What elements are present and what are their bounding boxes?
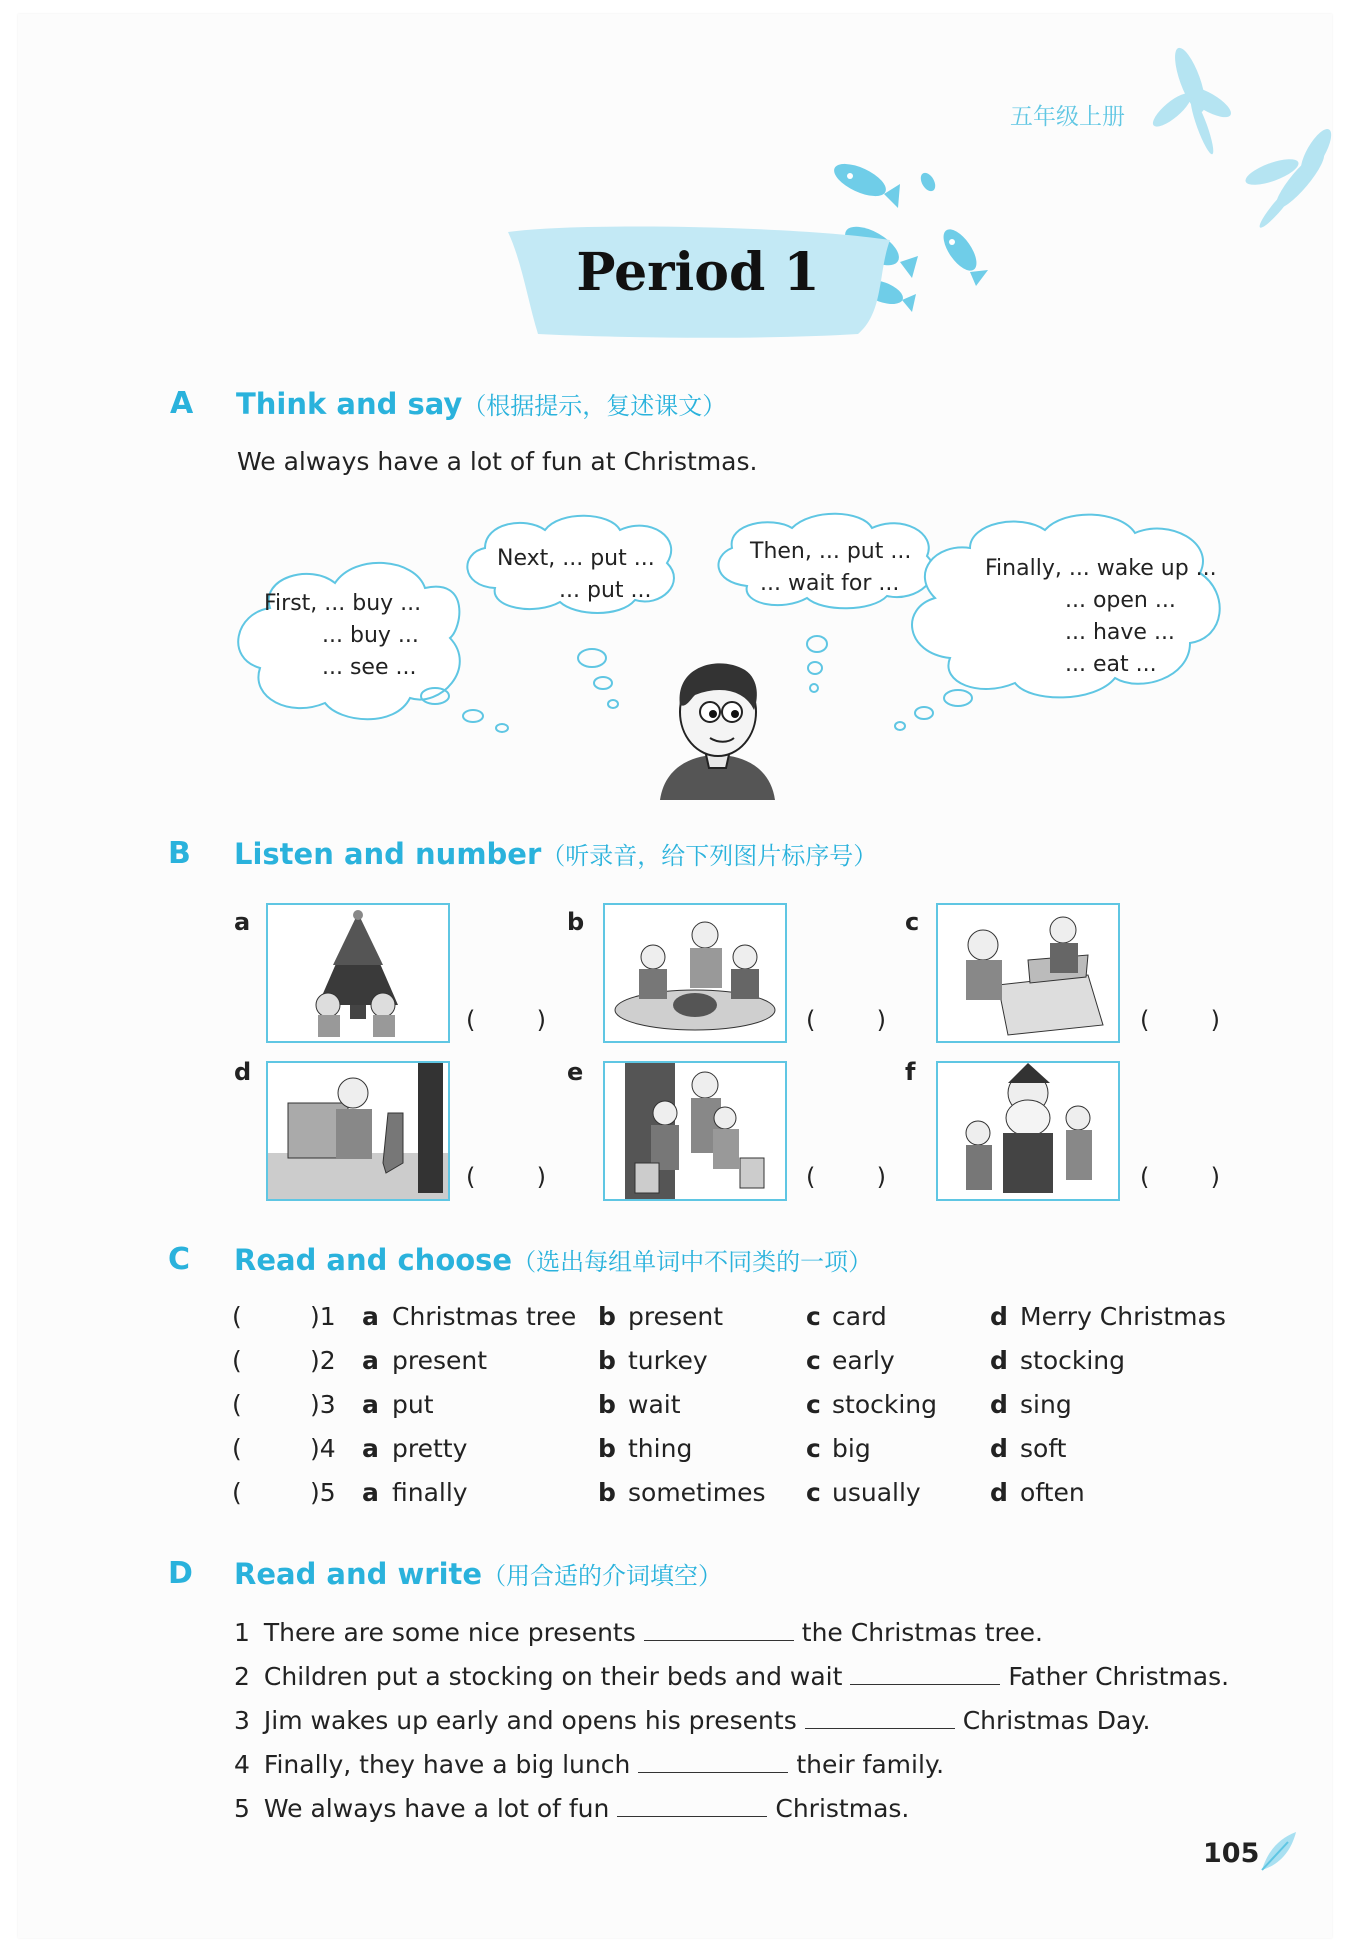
option-d: stocking <box>1020 1346 1126 1375</box>
cloud-4-line-3: ... have ... <box>1065 620 1175 645</box>
leaf-icon <box>1258 1830 1298 1874</box>
section-a-intro: We always have a lot of fun at Christmas. <box>237 447 758 476</box>
section-a-title <box>236 386 726 421</box>
answer-blank[interactable] <box>638 1752 788 1773</box>
paren-open: ( <box>1140 1006 1150 1034</box>
answer-paren-c[interactable] <box>1140 1006 1220 1034</box>
option-b: turkey <box>628 1346 708 1375</box>
section-d-title <box>234 1556 722 1591</box>
section-b-letter: B <box>168 836 191 871</box>
section-c-title <box>234 1242 872 1277</box>
write-row-5 <box>234 1794 909 1823</box>
section-b-heading: Listen and number <box>234 837 542 871</box>
page-number: 105 <box>1203 1838 1260 1869</box>
grade-label: 五年级上册 <box>1010 104 1125 130</box>
option-d: soft <box>1020 1434 1067 1463</box>
open-paren[interactable]: ( <box>232 1302 242 1331</box>
option-letter-a: a <box>362 1434 379 1463</box>
option-d: Merry Christmas <box>1020 1302 1226 1331</box>
picture-label-f: f <box>905 1058 916 1086</box>
sentence-number: 3 <box>234 1706 250 1735</box>
option-a: present <box>392 1346 488 1375</box>
sentence-number: 1 <box>234 1618 250 1647</box>
picture-label-a: a <box>234 908 251 936</box>
option-letter-c: c <box>806 1390 821 1419</box>
option-c: early <box>832 1346 895 1375</box>
option-d: often <box>1020 1478 1085 1507</box>
section-a-heading: Think and say <box>236 387 463 421</box>
option-c: card <box>832 1302 887 1331</box>
shopping-picture <box>605 1063 785 1199</box>
option-b: sometimes <box>628 1478 766 1507</box>
cloud-4-line-2: ... open ... <box>1065 588 1176 613</box>
option-letter-a: a <box>362 1302 379 1331</box>
cloud-2-line-1: Next, ... put ... <box>497 546 655 571</box>
answer-blank[interactable] <box>805 1708 955 1729</box>
option-d: sing <box>1020 1390 1072 1419</box>
option-letter-d: d <box>990 1390 1008 1419</box>
open-paren[interactable]: ( <box>232 1390 242 1419</box>
option-letter-a: a <box>362 1478 379 1507</box>
section-c-heading: Read and choose <box>234 1243 513 1277</box>
section-b-subtitle: （听录音，给下列图片标序号） <box>541 842 878 870</box>
open-paren[interactable]: ( <box>232 1434 242 1463</box>
option-a: Christmas tree <box>392 1302 577 1331</box>
family-dinner-picture <box>605 905 785 1041</box>
sentence-number: 5 <box>234 1794 250 1823</box>
cloud-4-text <box>985 553 1217 681</box>
christmas-tree-picture <box>268 905 448 1041</box>
cloud-4-line-4: ... eat ... <box>1065 652 1157 677</box>
cloud-1-line-3: ... see ... <box>322 655 417 680</box>
option-letter-d: d <box>990 1478 1008 1507</box>
option-a: finally <box>392 1478 468 1507</box>
answer-blank[interactable] <box>617 1796 767 1817</box>
sentence-after: Christmas Day. <box>962 1706 1151 1735</box>
picture-a <box>266 903 450 1043</box>
option-c: stocking <box>832 1390 938 1419</box>
answer-paren-d[interactable] <box>466 1163 546 1191</box>
opening-presents-picture <box>938 905 1118 1041</box>
sentence-before: Jim wakes up early and opens his presents <box>263 1706 797 1735</box>
sentence-after: Father Christmas. <box>1008 1662 1230 1691</box>
sentence-after: Christmas. <box>775 1794 910 1823</box>
picture-f <box>936 1061 1120 1201</box>
write-row-2 <box>234 1662 1229 1691</box>
section-d-letter: D <box>168 1556 193 1591</box>
answer-paren-e[interactable] <box>806 1163 886 1191</box>
option-letter-a: a <box>362 1346 379 1375</box>
sentence-before: There are some nice presents <box>263 1618 636 1647</box>
option-letter-b: b <box>598 1346 616 1375</box>
option-letter-d: d <box>990 1346 1008 1375</box>
page-title: Period 1 <box>576 242 820 303</box>
section-a-letter: A <box>170 386 194 421</box>
sentence-before: Finally, they have a big lunch <box>263 1750 631 1779</box>
option-b: thing <box>628 1434 693 1463</box>
sentence-number: 2 <box>234 1662 250 1691</box>
section-d-heading: Read and write <box>234 1557 483 1591</box>
sentence-number: 4 <box>234 1750 250 1779</box>
section-d-subtitle: （用合适的介词填空） <box>482 1562 723 1590</box>
write-row-1 <box>234 1618 1043 1647</box>
paren-close: ) <box>876 1006 886 1034</box>
paren-open: ( <box>1140 1163 1150 1191</box>
picture-e <box>603 1061 787 1201</box>
answer-paren-f[interactable] <box>1140 1163 1220 1191</box>
picture-d <box>266 1061 450 1201</box>
write-row-3 <box>234 1706 1150 1735</box>
option-c: usually <box>832 1478 921 1507</box>
option-b: present <box>628 1302 724 1331</box>
option-letter-c: c <box>806 1302 821 1331</box>
picture-b <box>603 903 787 1043</box>
paren-close: ) <box>1210 1163 1220 1191</box>
option-letter-b: b <box>598 1302 616 1331</box>
option-c: big <box>832 1434 871 1463</box>
option-letter-a: a <box>362 1390 379 1419</box>
sentence-after: the Christmas tree. <box>801 1618 1043 1647</box>
option-letter-b: b <box>598 1478 616 1507</box>
sentence-after: their family. <box>796 1750 945 1779</box>
cloud-1-text <box>264 588 421 684</box>
option-a: pretty <box>392 1434 468 1463</box>
boy-stocking-bed-picture <box>268 1063 448 1199</box>
section-c-letter: C <box>168 1242 191 1277</box>
row-number: )4 <box>310 1434 336 1463</box>
option-letter-c: c <box>806 1478 821 1507</box>
row-number: )3 <box>310 1390 336 1419</box>
answer-blank[interactable] <box>850 1664 1000 1685</box>
paren-close: ) <box>876 1163 886 1191</box>
cloud-1-line-1: First, ... buy ... <box>264 591 422 616</box>
section-a-subtitle: （根据提示，复述课文） <box>462 392 727 420</box>
paren-close: ) <box>536 1006 546 1034</box>
row-number: )5 <box>310 1478 336 1507</box>
paren-open: ( <box>466 1163 476 1191</box>
open-paren[interactable]: ( <box>232 1346 242 1375</box>
boy-thinking-icon <box>650 650 785 800</box>
picture-label-c: c <box>905 908 920 936</box>
sentence-before: Children put a stocking on their beds and wait <box>263 1662 843 1691</box>
paren-open: ( <box>806 1006 816 1034</box>
option-letter-c: c <box>806 1434 821 1463</box>
paren-open: ( <box>466 1006 476 1034</box>
answer-blank[interactable] <box>644 1620 794 1641</box>
answer-paren-b[interactable] <box>806 1006 886 1034</box>
paren-open: ( <box>806 1163 816 1191</box>
option-b: wait <box>628 1390 681 1419</box>
row-number: )2 <box>310 1346 336 1375</box>
option-letter-b: b <box>598 1390 616 1419</box>
answer-paren-a[interactable] <box>466 1006 546 1034</box>
option-letter-c: c <box>806 1346 821 1375</box>
option-letter-d: d <box>990 1302 1008 1331</box>
paren-close: ) <box>536 1163 546 1191</box>
open-paren[interactable]: ( <box>232 1478 242 1507</box>
cloud-2-line-2: ... put ... <box>559 578 652 603</box>
option-a: put <box>392 1390 434 1419</box>
row-number: )1 <box>310 1302 336 1331</box>
option-letter-d: d <box>990 1434 1008 1463</box>
section-b-title <box>234 836 877 871</box>
option-letter-b: b <box>598 1434 616 1463</box>
cloud-4-line-1: Finally, ... wake up ... <box>985 556 1217 581</box>
title-banner <box>498 222 898 340</box>
picture-label-d: d <box>234 1058 252 1086</box>
section-c-subtitle: （选出每组单词中不同类的一项） <box>512 1248 873 1276</box>
picture-label-b: b <box>567 908 585 936</box>
picture-c <box>936 903 1120 1043</box>
cloud-3-line-2: ... wait for ... <box>760 571 900 596</box>
cloud-2-text <box>497 543 655 607</box>
cloud-1-line-2: ... buy ... <box>322 623 419 648</box>
dragonfly-icon <box>1150 40 1350 230</box>
father-christmas-picture <box>938 1063 1118 1199</box>
paren-close: ) <box>1210 1006 1220 1034</box>
write-row-4 <box>234 1750 944 1779</box>
cloud-3-line-1: Then, ... put ... <box>750 539 912 564</box>
picture-label-e: e <box>567 1058 584 1086</box>
sentence-before: We always have a lot of fun <box>263 1794 610 1823</box>
